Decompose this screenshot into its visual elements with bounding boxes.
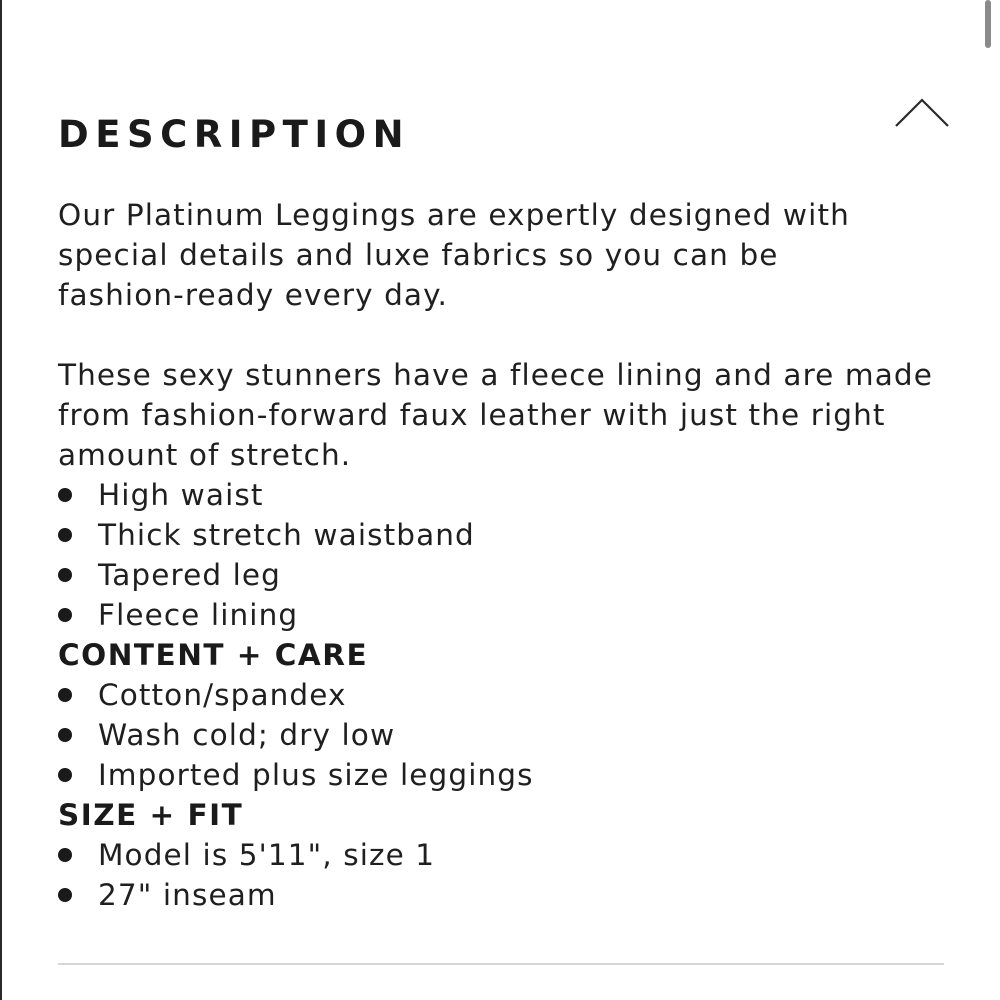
size-fit-list <box>58 835 958 915</box>
paragraph-spacer <box>58 315 958 355</box>
bullet-icon <box>58 488 72 502</box>
bullet-icon <box>58 568 72 582</box>
content-care-heading: CONTENT + CARE <box>58 638 369 672</box>
care-text: Imported plus size leggings <box>98 758 534 792</box>
bullet-icon <box>58 528 72 542</box>
bullet-icon <box>58 688 72 702</box>
details-paragraph: These sexy stunners have a fleece lining and are made from fashion-forward faux leather with just the right amount of stretch. <box>58 358 933 472</box>
description-title: DESCRIPTION <box>58 113 411 156</box>
list-item <box>58 595 958 635</box>
scrollbar-thumb[interactable] <box>985 0 991 48</box>
list-item <box>58 555 958 595</box>
list-item <box>58 675 958 715</box>
bullet-icon <box>58 888 72 902</box>
bullet-icon <box>58 728 72 742</box>
fit-text: 27" inseam <box>98 878 277 912</box>
features-list <box>58 475 958 635</box>
bullet-icon <box>58 848 72 862</box>
chevron-up-icon[interactable] <box>894 94 950 130</box>
list-item <box>58 475 958 515</box>
section-divider <box>58 963 944 965</box>
list-item <box>58 875 958 915</box>
care-text: Wash cold; dry low <box>98 718 396 752</box>
size-fit-heading: SIZE + FIT <box>58 798 244 832</box>
bullet-icon <box>58 768 72 782</box>
list-item <box>58 755 958 795</box>
intro-paragraph: Our Platinum Leggings are expertly designed with special details and luxe fabrics so you can be fashion-ready every day. <box>58 198 850 312</box>
fit-text: Model is 5'11", size 1 <box>98 838 436 872</box>
bullet-icon <box>58 608 72 622</box>
list-item <box>58 515 958 555</box>
feature-text: High waist <box>98 478 264 512</box>
feature-text: Thick stretch waistband <box>98 518 475 552</box>
list-item <box>58 715 958 755</box>
content-care-list <box>58 675 958 795</box>
care-text: Cotton/spandex <box>98 678 347 712</box>
description-header <box>58 110 948 160</box>
list-item <box>58 835 958 875</box>
feature-text: Tapered leg <box>98 558 281 592</box>
description-body <box>58 195 958 915</box>
left-edge-border <box>0 0 2 1000</box>
feature-text: Fleece lining <box>98 598 299 632</box>
